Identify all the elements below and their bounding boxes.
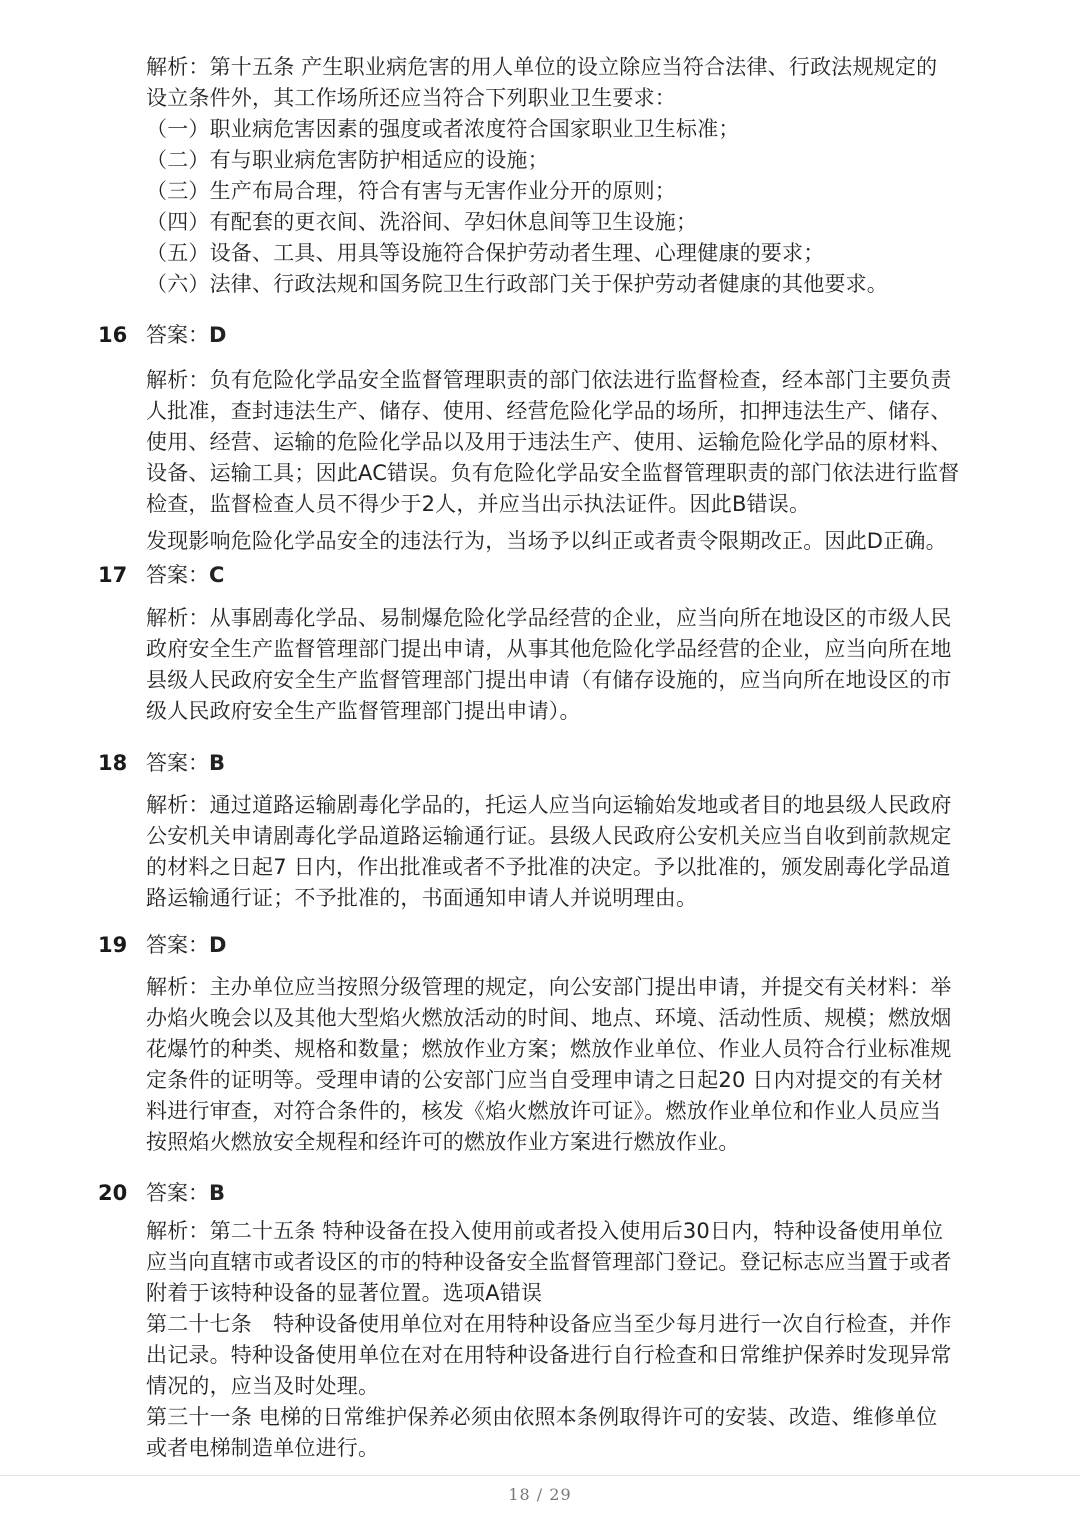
explanation-line: 解析：通过道路运输剧毒化学品的，托运人应当向运输始发地或者目的地县级人民政府	[146, 793, 952, 817]
explanation-line: 公安机关申请剧毒化学品道路运输通行证。县级人民政府公安机关应当自收到前款规定	[146, 824, 952, 848]
answer-line	[146, 1178, 225, 1209]
answer-label: 答案：	[146, 563, 209, 587]
explanation-line: 解析：主办单位应当按照分级管理的规定，向公安部门提出申请，并提交有关材料：举	[146, 975, 952, 999]
explanation-line: 第二十七条 特种设备使用单位对在用特种设备应当至少每月进行一次自行检查，并作	[146, 1312, 952, 1336]
intro-line: 设立条件外，其工作场所还应当符合下列职业卫生要求：	[146, 86, 676, 110]
intro-line: （五）设备、工具、用具等设施符合保护劳动者生理、心理健康的要求；	[146, 241, 825, 265]
explanation-line: 办焰火晚会以及其他大型焰火燃放活动的时间、地点、环境、活动性质、规模；燃放烟	[146, 1006, 952, 1030]
explanation-line: 设备、运输工具；因此AC错误。负有危险化学品安全监督管理职责的部门依法进行监督	[146, 461, 960, 485]
answer-value: C	[209, 563, 225, 587]
answer-line	[146, 560, 224, 591]
explanation-line: 级人民政府安全生产监督管理部门提出申请）。	[146, 699, 581, 723]
intro-line: 解析：第十五条 产生职业病危害的用人单位的设立除应当符合法律、行政法规规定的	[146, 55, 938, 79]
explanation	[146, 365, 996, 557]
question-number: 19	[98, 933, 128, 957]
question-number: 20	[98, 1181, 128, 1205]
explanation-line: 附着于该特种设备的显著位置。选项A错误	[146, 1281, 543, 1305]
explanation-line: 解析：第二十五条 特种设备在投入使用前或者投入使用后30日内，特种设备使用单位	[146, 1219, 944, 1243]
explanation-line: 县级人民政府安全生产监督管理部门提出申请（有储存设施的，应当向所在地设区的市	[146, 668, 952, 692]
intro-line: （三）生产布局合理，符合有害与无害作业分开的原则；	[146, 179, 676, 203]
explanation-line: 情况的，应当及时处理。	[146, 1374, 380, 1398]
answer-line	[146, 320, 226, 351]
question-number: 18	[98, 751, 128, 775]
intro-line: （一）职业病危害因素的强度或者浓度符合国家职业卫生标准；	[146, 117, 740, 141]
explanation-line: 或者电梯制造单位进行。	[146, 1436, 380, 1460]
intro-line: （二）有与职业病危害防护相适应的设施；	[146, 148, 549, 172]
question-number: 16	[98, 323, 128, 347]
answer-label: 答案：	[146, 751, 209, 775]
explanation-line: 人批准，查封违法生产、储存、使用、经营危险化学品的场所，扣押违法生产、储存、	[146, 399, 952, 423]
explanation-line: 解析：从事剧毒化学品、易制爆危险化学品经营的企业，应当向所在地设区的市级人民	[146, 606, 952, 630]
answer-value: D	[209, 933, 227, 957]
answer-value: D	[209, 323, 227, 347]
explanation-line: 解析：负有危险化学品安全监督管理职责的部门依法进行监督检查，经本部门主要负责	[146, 368, 952, 392]
q15-explanation	[146, 52, 986, 300]
explanation	[146, 1216, 996, 1464]
explanation-line: 的材料之日起7 日内，作出批准或者不予批准的决定。予以批准的，颁发剧毒化学品道	[146, 855, 951, 879]
question-number: 17	[98, 563, 128, 587]
explanation-line: 政府安全生产监督管理部门提出申请，从事其他危险化学品经营的企业，应当向所在地	[146, 637, 952, 661]
explanation	[146, 790, 996, 914]
explanation-line: 出记录。特种设备使用单位在对在用特种设备进行自行检查和日常维护保养时发现异常	[146, 1343, 952, 1367]
answer-value: B	[209, 1181, 226, 1205]
explanation-line: 第三十一条 电梯的日常维护保养必须由依照本条例取得许可的安装、改造、维修单位	[146, 1405, 938, 1429]
answer-value: B	[209, 751, 226, 775]
explanation-line: 使用、经营、运输的危险化学品以及用于违法生产、使用、运输危险化学品的原材料、	[146, 430, 952, 454]
answer-line	[146, 930, 226, 961]
explanation	[146, 972, 996, 1158]
explanation-line: 料进行审查，对符合条件的，核发《焰火燃放许可证》。燃放作业单位和作业人员应当	[146, 1099, 942, 1123]
answer-label: 答案：	[146, 323, 209, 347]
explanation-line: 路运输通行证；不予批准的，书面通知申请人并说明理由。	[146, 886, 698, 910]
explanation-line: 定条件的证明等。受理申请的公安部门应当自受理申请之日起20 日内对提交的有关材	[146, 1068, 944, 1092]
answer-label: 答案：	[146, 1181, 209, 1205]
explanation-line: 花爆竹的种类、规格和数量；燃放作业方案；燃放作业单位、作业人员符合行业标准规	[146, 1037, 952, 1061]
explanation-line: 按照焰火燃放安全规程和经许可的燃放作业方案进行燃放作业。	[146, 1130, 740, 1154]
intro-line: （四）有配套的更衣间、洗浴间、孕妇休息间等卫生设施；	[146, 210, 698, 234]
answer-line	[146, 748, 225, 779]
explanation-line: 发现影响危险化学品安全的违法行为，当场予以纠正或者责令限期改正。因此D正确。	[146, 529, 947, 553]
explanation-line: 应当向直辖市或者设区的市的特种设备安全监督管理部门登记。登记标志应当置于或者	[146, 1250, 952, 1274]
intro-line: （六）法律、行政法规和国务院卫生行政部门关于保护劳动者健康的其他要求。	[146, 272, 888, 296]
page-number: 18 / 29	[508, 1485, 572, 1504]
footer-divider	[0, 1475, 1080, 1476]
answer-label: 答案：	[146, 933, 209, 957]
explanation	[146, 603, 996, 727]
explanation-line: 检查，监督检查人员不得少于2人，并应当出示执法证件。因此B错误。	[146, 492, 811, 516]
